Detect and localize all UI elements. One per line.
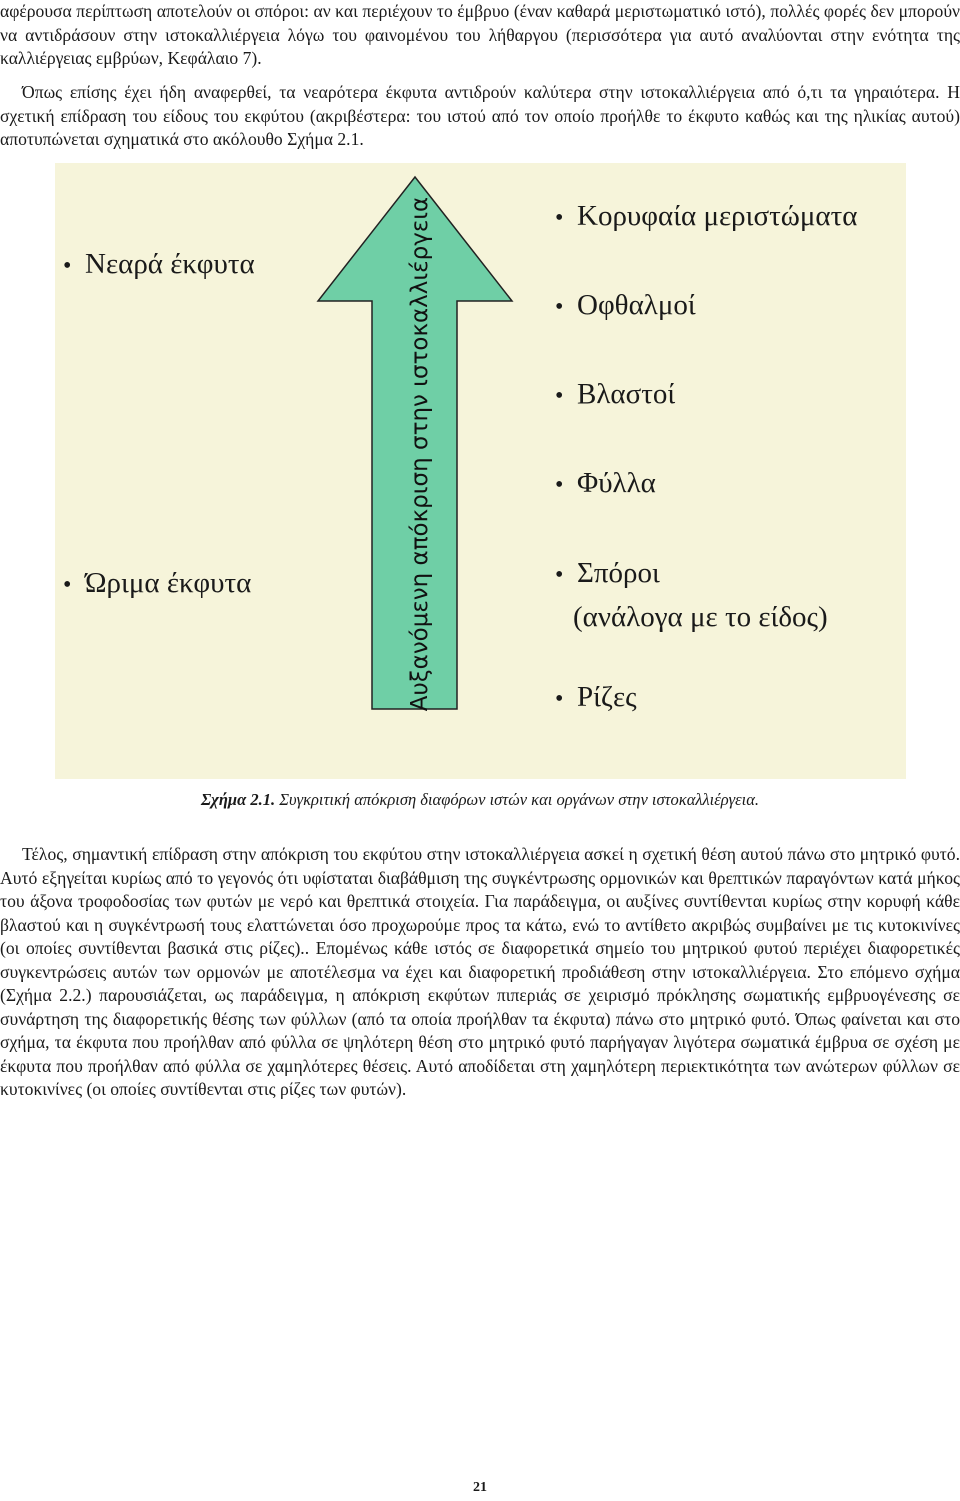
bullet-icon: • bbox=[555, 205, 564, 231]
item-buds bbox=[555, 285, 696, 327]
item-label: Ώριμα έκφυτα bbox=[85, 567, 252, 599]
item-label: Κορυφαία μεριστώματα bbox=[577, 200, 858, 232]
young-explants-paragraph: Όπως επίσης έχει ήδη αναφερθεί, τα νεαρότερα έκφυτα αντιδρούν καλύτερα στην ιστοκαλλιέργεια από ό,τι τα γηραιότερα. Η σχετική επίδραση του είδους του εκφύτου (ακριβέστερα: του ιστού από τον οποίο προήλθε το έκφυτο καθώς και της ηλικίας αυτού) αποτυπώνεται σχηματικά στο ακόλουθο Σχήμα 2.1. bbox=[0, 82, 960, 149]
item-label: Φύλλα bbox=[577, 467, 656, 499]
figure-caption bbox=[0, 789, 960, 811]
final-paragraph: Τέλος, σημαντική επίδραση στην απόκριση του εκφύτου στην ιστοκαλλιέργεια ασκεί η σχετική θέση αυτού πάνω στο μητρικό φυτό. Αυτό εξηγείται κυρίως από το γεγονός ότι υφίσταται διαβάθμιση της συγκέντρωσης ορμονικών και θρεπτικών παραγόντων κατά μήκος του άξονα τροφοδοσίας των φυτών με νερό και θρεπτικά στοιχεία. Για παράδειγμα, οι αυξίνες συντίθενται κυρίως στην κορυφή κάθε βλαστού και η συγκέντρωσή τους ελαττώνεται όσο προχωρούμε προς τα κάτω, ενώ το αντίθετο ακριβώς συμβαίνει με τις κυτοκινίνες (οι οποίες συντίθενται βασικά στις ρίζες).. Επομένως κάθε ιστός σε διαφορετικά σημείο του μητρικού φυτού περιέχει διαφορετικές συγκεντρώσεις αυτών των ορμονών με αποτέλεσμα να έχει και διαφορετική προδιάθεση στην ιστοκαλλιέργεια. Στο επόμενο σχήμα (Σχήμα 2.2.) παρουσιάζεται, ως παράδειγμα, η απόκριση εκφύτων πιπεριάς σε χειρισμό πρόκλησης σωματικής εμβρυογένεσης σε συνάρτηση της διαφορετικής θέσης των φύλλων (από τα οποία προήλθαν τα έκφυτα) πάνω στο μητρικό φυτό. Όπως φαίνεται και στο σχήμα, τα έκφυτα που προήλθαν από φύλλα σε ψηλότερη θέση στο μητρικό φυτό παρήγαγαν λιγότερα σωματικά έμβρυα σε σχέση με έκφυτα που προήλθαν από φύλλα σε χαμηλότερες θέσεις. Αυτό αποδίδεται στη χαμηλότερη περιεκτικότητα των ανώτερων φύλλων σε κυτοκινίνες (οι οποίες συντίθενται στις ρίζες των φυτών). bbox=[0, 844, 960, 1099]
arrow-label: Αυξανόμενη απόκριση στην ιστοκαλλιέργεια bbox=[407, 196, 433, 712]
item-apical-meristems bbox=[555, 196, 857, 238]
bullet-icon: • bbox=[555, 686, 564, 712]
item-label: Νεαρά έκφυτα bbox=[85, 248, 255, 280]
intro-paragraph: αφέρουσα περίπτωση αποτελούν οι σπόροι: αν και περιέχουν το έμβρυο (έναν καθαρά μεριστωματικό ιστό), πολλές φορές δεν μπορούν να αντιδράσουν στην ιστοκαλλιέργεια λόγω του φαινομένου του λήθαργου (περισσότερα για αυτό αναλύονται στην ενότητα της καλλιέργειας εμβρύων, Κεφάλαιο 7). bbox=[0, 1, 960, 68]
item-mature-explants bbox=[63, 563, 251, 605]
page-number: 21 bbox=[473, 1480, 487, 1495]
item-label: Βλαστοί bbox=[577, 378, 676, 410]
item-label: Σπόροι bbox=[577, 557, 660, 589]
bullet-icon: • bbox=[63, 572, 72, 598]
figure-2-1 bbox=[55, 163, 906, 779]
bullet-icon: • bbox=[555, 294, 564, 320]
item-label: Ρίζες bbox=[577, 681, 637, 713]
bullet-icon: • bbox=[555, 472, 564, 498]
caption-label: Σχήμα 2.1. bbox=[200, 790, 276, 809]
item-young-explants bbox=[63, 244, 255, 286]
item-seeds-note: (ανάλογα με το είδος) bbox=[573, 601, 828, 633]
item-shoots bbox=[555, 374, 675, 416]
item-roots bbox=[555, 677, 637, 719]
bullet-icon: • bbox=[555, 383, 564, 409]
item-leaves bbox=[555, 463, 656, 505]
bullet-icon: • bbox=[555, 562, 564, 588]
bullet-icon: • bbox=[63, 253, 72, 279]
item-seeds bbox=[555, 553, 660, 595]
item-label: Οφθαλμοί bbox=[577, 289, 696, 321]
caption-text: Συγκριτική απόκριση διαφόρων ιστών και οργάνων στην ιστοκαλλιέργεια. bbox=[279, 790, 760, 809]
